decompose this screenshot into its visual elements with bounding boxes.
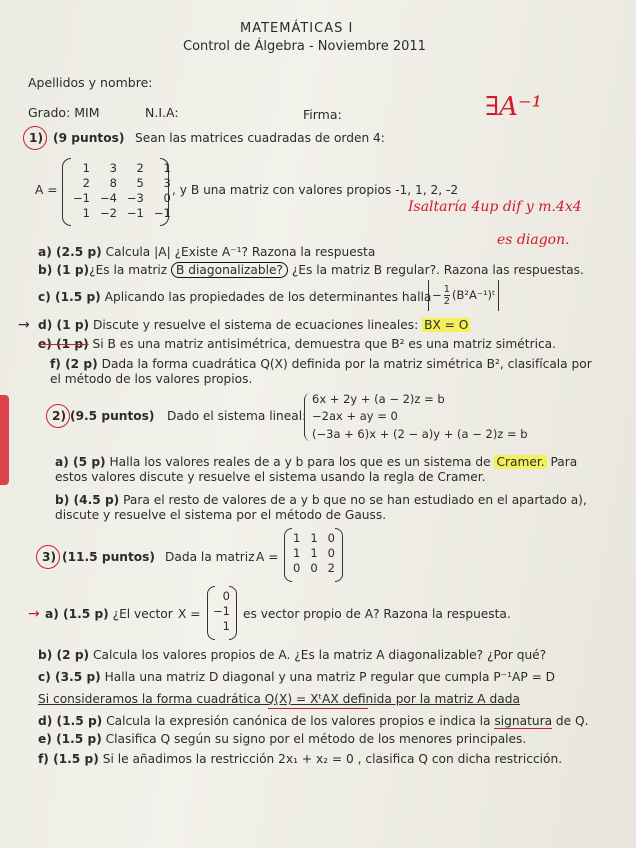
p1-item-c: c) (1.5 p) Aplicando las propiedades de los determinantes halla [38, 290, 432, 304]
circled-b-diagonalizable: B diagonalizable? [171, 262, 288, 278]
highlight-cramer: Cramer. [496, 455, 545, 469]
vector-x-label: X = [178, 607, 201, 621]
p2-item-a-line1: a) (5 p) Halla los valores reales de a y b para los que es un sistema de Cramer. Para [55, 455, 578, 469]
exam-subtitle: Control de Álgebra - Noviembre 2011 [183, 39, 426, 54]
system-eq-1: 6x + 2y + (a − 2)z = b [312, 392, 445, 406]
system-eq-3: (−3a + 6)x + (2 − a)y + (a − 2)z = b [312, 427, 528, 441]
p2-item-a-line2: estos valores discute y resuelve el sistema usando la regla de Cramer. [55, 470, 486, 484]
handwritten-exists-inverse: ∃A⁻¹ [485, 92, 543, 122]
matrix-b-eigenvalues-text: , y B una matriz con valores propios -1, 1, 2, -2 [172, 183, 459, 197]
p2-item-b-line2: discute y resuelve el sistema por el método de Gauss. [55, 508, 387, 522]
matrix-a-label: A = [35, 183, 58, 197]
problem-3-points: (11.5 puntos) [62, 550, 155, 564]
arrow-mark-3a: → [28, 606, 40, 622]
p1-item-f-line2: el método de los valores propios. [50, 372, 253, 386]
matrix-3-label: A = [256, 550, 279, 564]
vector-x: 0 −1 1 [213, 588, 230, 633]
highlight-bx-o: BX = O [424, 318, 469, 332]
p3-item-a-post: es vector propio de A? Razona la respuesta. [243, 607, 511, 621]
red-underline-qx [268, 708, 368, 709]
problem-1-number: 1) [29, 131, 44, 145]
p2-item-b-line1: b) (4.5 p) Para el resto de valores de a y b que no se han estudiado en el apartado a), [55, 493, 587, 507]
p3-item-f: f) (1.5 p) Si le añadimos la restricción 2x₁ + x₂ = 0 , clasifica Q con dicha restricción. [38, 752, 563, 766]
p3-item-e: e) (1.5 p) Clasifica Q según su signo por el método de los menores principales. [38, 732, 527, 746]
matrix-a-4x4: 1 3 2 1 2 8 5 3 −1 −4 −3 0 1 −2 −1 −1 [73, 160, 171, 220]
system-brace [304, 393, 311, 441]
group-label: Grado: MIM [28, 105, 100, 120]
arrow-mark-d: → [18, 317, 30, 333]
p3-item-a: a) (1.5 p) ¿El vector [45, 607, 173, 621]
exam-title: MATEMÁTICAS I [240, 21, 354, 36]
problem-3-number: 3) [42, 550, 57, 564]
handwritten-note-2: es diagon. [497, 232, 570, 248]
red-binder-edge [0, 395, 9, 485]
p1-item-f-line1: f) (2 p) Dada la forma cuadrática Q(X) definida por la matriz simétrica B², clasifícala por [50, 357, 592, 371]
problem-2-points: (9.5 puntos) [70, 409, 155, 423]
sign-label: Firma: [303, 107, 342, 122]
problem-3-statement: Dada la matriz [165, 550, 255, 564]
p1-item-d: d) (1 p) Discute y resuelve el sistema de ecuaciones lineales: BX = O [38, 318, 469, 332]
p3-item-d: d) (1.5 p) Calcula la expresión canónica de los valores propios e indica la signatura de Q. [38, 714, 589, 728]
problem-2-statement: Dado el sistema lineal: [167, 409, 307, 423]
problem-2-number: 2) [52, 409, 67, 423]
p1-item-b: b) (1 p)¿Es la matriz B diagonalizable? ¿Es la matriz B regular?. Razona las respuestas. [38, 263, 584, 277]
matrix-3x3: 1 1 0 1 1 0 0 0 2 [293, 530, 335, 575]
problem-1-points: (9 puntos) [53, 131, 125, 145]
handwritten-note-1: Isaltaría 4up dif y m.4x4 [408, 199, 582, 215]
p1-item-a: a) (2.5 p) Calcula |A| ¿Existe A⁻¹? Razona la respuesta [38, 245, 376, 259]
p3-item-c: c) (3.5 p) Halla una matriz D diagonal y una matriz P regular que cumpla P⁻¹AP = D [38, 670, 556, 684]
nia-label: N.I.A: [145, 105, 179, 120]
underlined-signatura: signatura [494, 714, 553, 728]
name-label: Apellidos y nombre: [28, 75, 153, 90]
p3-item-b: b) (2 p) Calcula los valores propios de A. ¿Es la matriz A diagonalizable? ¿Por qué? [38, 648, 547, 662]
p1-item-e: e) (1 p) Si B es una matriz antisimétrica, demuestra que B² es una matriz simétrica. [38, 337, 557, 351]
p3-intro: Si consideramos la forma cuadrática Q(X) = XᵗAX definida por la matriz A dada [38, 692, 520, 706]
determinant-expression: − $\frac{1}{2}$ (B²A⁻¹)ᵗ [428, 280, 499, 311]
problem-1-statement: Sean las matrices cuadradas de orden 4: [135, 131, 385, 145]
system-eq-2: −2ax + ay = 0 [312, 409, 398, 423]
